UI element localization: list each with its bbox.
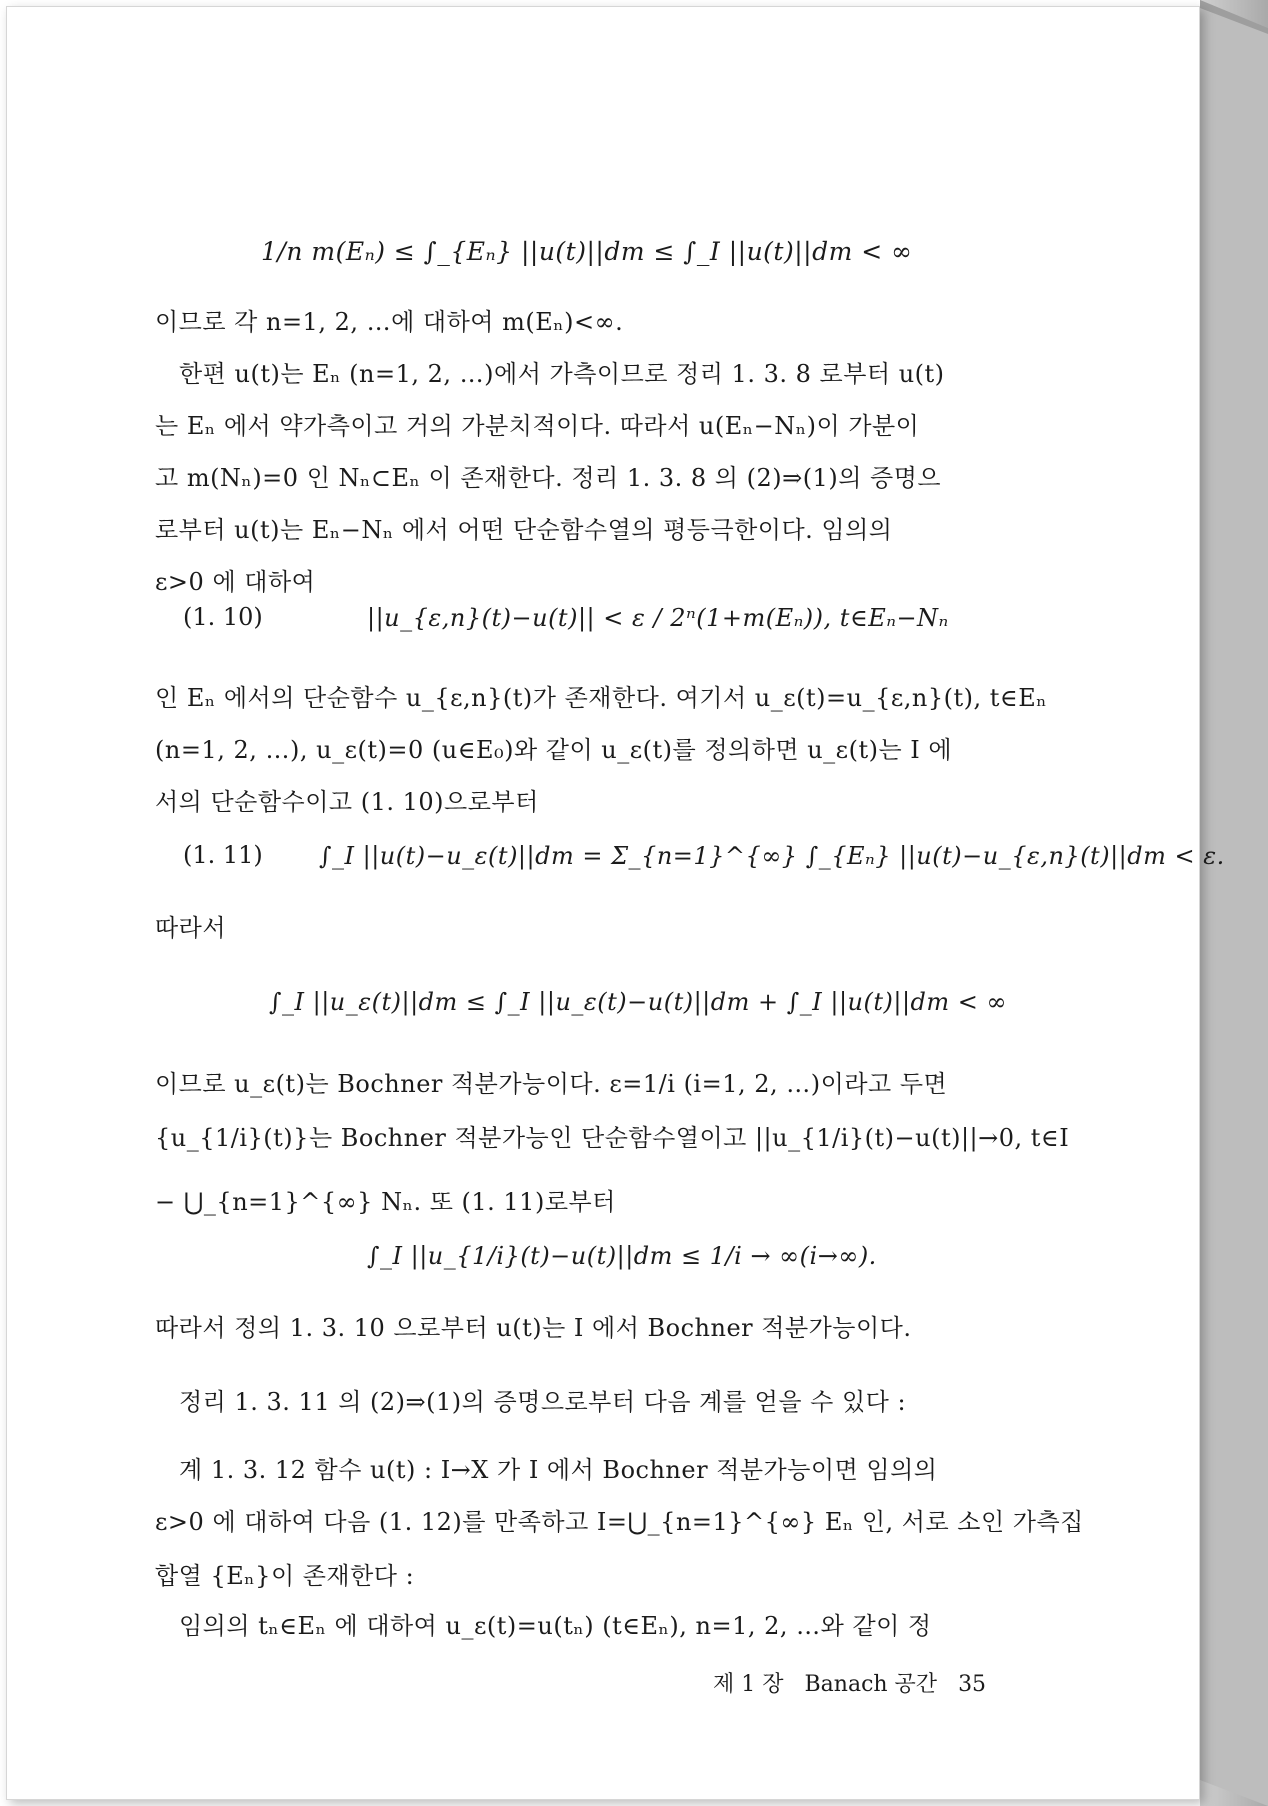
book-page [6, 6, 1225, 1800]
equation-2: ||u_{ε,n}(t)−u(t)|| < ε / 2ⁿ(1+m(Eₙ)), t∈Eₙ−Nₙ [367, 604, 949, 632]
text-line-5: 로부터 u(t)는 Eₙ−Nₙ 에서 어떤 단순함수열의 평등극한이다. 임의의 [155, 516, 893, 544]
corollary-line-2: ε>0 에 대하여 다음 (1. 12)를 만족하고 I=⋃_{n=1}^{∞} Eₙ 인, 서로 소인 가측집 [155, 1508, 1084, 1536]
equation-number-1-11: (1. 11) [183, 841, 263, 869]
page-footer [713, 1667, 986, 1698]
text-line-1: 이므로 각 n=1, 2, …에 대하여 m(Eₙ)<∞. [155, 308, 624, 336]
footer-title: Banach 공간 [804, 1672, 938, 1697]
book-edge-fold [1200, 0, 1268, 1806]
text-line-12: {u_{1/i}(t)}는 Bochner 적분가능인 단순함수열이고 ||u_{1/i}(t)−u(t)||→0, t∈I [155, 1124, 1070, 1152]
equation-number-1-10: (1. 10) [183, 603, 263, 631]
text-line-2: 한편 u(t)는 Eₙ (n=1, 2, …)에서 가측이므로 정리 1. 3. 8 로부터 u(t) [179, 360, 945, 388]
text-line-13: − ⋃_{n=1}^{∞} Nₙ. 또 (1. 11)로부터 [155, 1188, 616, 1216]
corollary-line-3: 합열 {Eₙ}이 존재한다 : [155, 1562, 415, 1590]
corollary-line-4: 임의의 tₙ∈Eₙ 에 대하여 u_ε(t)=u(tₙ) (t∈Eₙ), n=1, 2, …와 같이 정 [179, 1612, 932, 1640]
text-line-6: ε>0 에 대하여 [155, 568, 316, 596]
corollary-line-1: 계 1. 3. 12 함수 u(t) : I→X 가 I 에서 Bochner 적분가능이면 임의의 [179, 1456, 938, 1484]
text-line-8: (n=1, 2, …), u_ε(t)=0 (u∈E₀)와 같이 u_ε(t)를 정의하면 u_ε(t)는 I 에 [155, 736, 953, 764]
text-line-15: 정리 1. 3. 11 의 (2)⇒(1)의 증명으로부터 다음 계를 얻을 수 있다 : [179, 1388, 907, 1416]
text-line-7: 인 Eₙ 에서의 단순함수 u_{ε,n}(t)가 존재한다. 여기서 u_ε(t)=u_{ε,n}(t), t∈Eₙ [155, 684, 1048, 712]
text-line-3: 는 Eₙ 에서 약가측이고 거의 가분치적이다. 따라서 u(Eₙ−Nₙ)이 가분이 [155, 412, 920, 440]
text-line-9: 서의 단순함수이고 (1. 10)으로부터 [155, 788, 539, 816]
text-line-11: 이므로 u_ε(t)는 Bochner 적분가능이다. ε=1/i (i=1, 2, …)이라고 두면 [155, 1070, 948, 1098]
equation-3: ∫_I ||u(t)−u_ε(t)||dm = Σ_{n=1}^{∞} ∫_{Eₙ} ||u(t)−u_{ε,n}(t)||dm < ε. [319, 842, 1225, 870]
text-line-4: 고 m(Nₙ)=0 인 Nₙ⊂Eₙ 이 존재한다. 정리 1. 3. 8 의 (2)⇒(1)의 증명으 [155, 464, 942, 492]
page-number: 35 [958, 1672, 987, 1697]
equation-4: ∫_I ||u_ε(t)||dm ≤ ∫_I ||u_ε(t)−u(t)||dm + ∫_I ||u(t)||dm < ∞ [269, 988, 1008, 1016]
text-line-10: 따라서 [155, 914, 227, 942]
equation-5: ∫_I ||u_{1/i}(t)−u(t)||dm ≤ 1/i → ∞(i→∞). [367, 1242, 877, 1270]
text-line-14: 따라서 정의 1. 3. 10 으로부터 u(t)는 I 에서 Bochner 적분가능이다. [155, 1314, 912, 1342]
footer-chapter: 제 1 장 [713, 1672, 784, 1697]
equation-1: 1/n m(Eₙ) ≤ ∫_{Eₙ} ||u(t)||dm ≤ ∫_I ||u(t)||dm < ∞ [261, 237, 913, 266]
